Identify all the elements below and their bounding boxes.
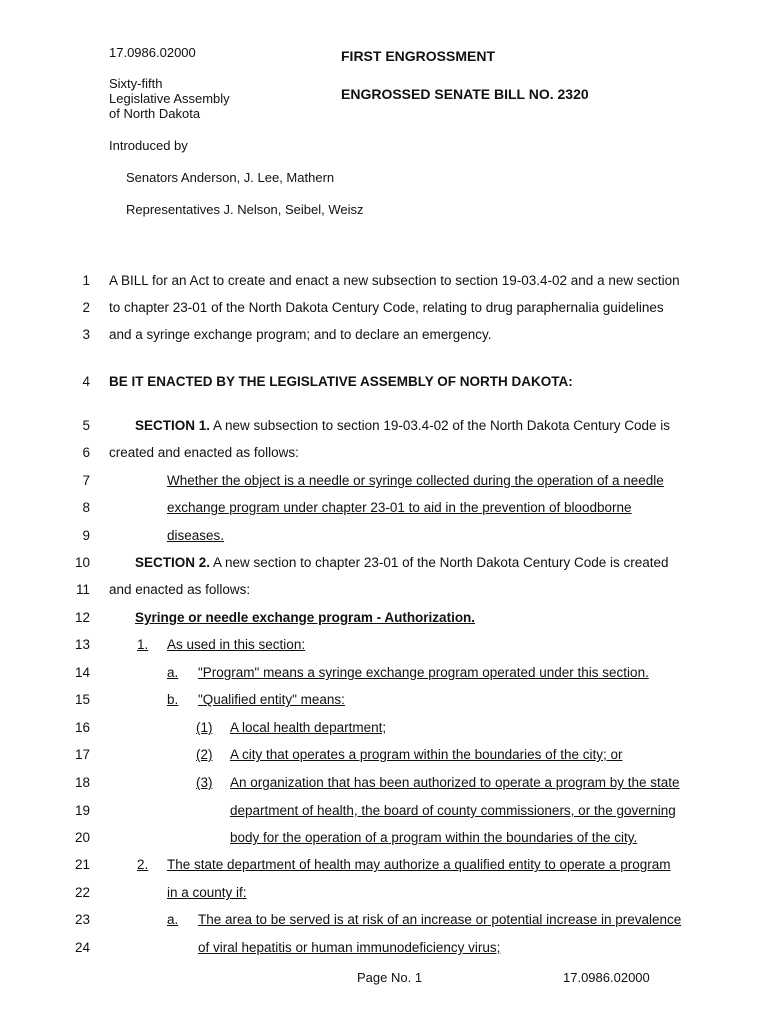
new-text: The state department of health may authorize a qualified entity to operate a program: [167, 857, 671, 872]
line-number: 18: [74, 775, 90, 790]
line-number: 19: [74, 803, 90, 818]
new-text: body for the operation of a program within the boundaries of the city.: [230, 830, 638, 845]
section-label: SECTION 1.: [135, 418, 211, 433]
line-number: 15: [74, 692, 90, 707]
new-text: Whether the object is a needle or syringe collected during the operation of a needle: [167, 473, 664, 488]
line-number: 23: [74, 912, 90, 927]
line-number: 3: [82, 327, 90, 342]
list-marker: a.: [167, 912, 179, 927]
new-text: department of health, the board of county commissioners, or the governing: [230, 803, 676, 818]
section-heading: Syringe or needle exchange program - Authorization.: [135, 610, 476, 625]
line-number: 11: [75, 582, 90, 597]
new-text: of viral hepatitis or human immunodeficiency virus;: [198, 940, 501, 955]
bill-title: ENGROSSED SENATE BILL NO. 2320: [341, 86, 589, 102]
new-text: A local health department;: [230, 720, 387, 735]
new-text: The area to be served is at risk of an increase or potential increase in prevalence: [198, 912, 682, 927]
page-number: Page No. 1: [357, 970, 423, 985]
line-number: 17: [74, 747, 90, 762]
bill-text: and a syringe exchange program; and to declare an emergency.: [109, 327, 492, 342]
line-number: 1: [82, 273, 90, 288]
new-text: "Program" means a syringe exchange program operated under this section.: [198, 665, 649, 680]
new-text: diseases.: [167, 528, 225, 543]
assembly-line: Sixty-fifth: [109, 76, 163, 91]
section-line: [135, 418, 670, 433]
bill-text: A BILL for an Act to create and enact a new subsection to section 19-03.4-02 and a new section: [109, 273, 680, 288]
bill-text: A new subsection to section 19-03.4-02 of the North Dakota Century Code is: [210, 418, 671, 433]
line-number: 16: [74, 720, 90, 735]
enacting-clause: BE IT ENACTED BY THE LEGISLATIVE ASSEMBLY OF NORTH DAKOTA:: [109, 374, 573, 389]
bill-text: created and enacted as follows:: [109, 445, 299, 460]
line-number: 8: [82, 500, 90, 515]
bill-text: to chapter 23-01 of the North Dakota Century Code, relating to drug paraphernalia guidelines: [109, 300, 664, 315]
line-number: 24: [74, 940, 90, 955]
line-number: 4: [82, 374, 90, 389]
line-number: 7: [82, 473, 90, 488]
new-text: in a county if:: [167, 885, 247, 900]
new-text: A city that operates a program within the boundaries of the city; or: [230, 747, 623, 762]
line-number: 9: [82, 528, 90, 543]
senators: Senators Anderson, J. Lee, Mathern: [126, 170, 335, 185]
footer-doc-number: 17.0986.02000: [563, 970, 650, 985]
bill-text: A new section to chapter 23-01 of the North Dakota Century Code is created: [210, 555, 669, 570]
line-number: 5: [82, 418, 90, 433]
introduced-by: Introduced by: [109, 138, 188, 153]
list-marker: 2.: [137, 857, 149, 872]
line-number: 21: [74, 857, 90, 872]
new-text: exchange program under chapter 23-01 to aid in the prevention of bloodborne: [167, 500, 632, 515]
representatives: Representatives J. Nelson, Seibel, Weisz: [126, 202, 364, 217]
line-number: 22: [74, 885, 90, 900]
list-marker: (1): [196, 720, 213, 735]
section-label: SECTION 2.: [135, 555, 211, 570]
line-number: 10: [74, 555, 90, 570]
doc-number: 17.0986.02000: [109, 45, 196, 60]
new-text: "Qualified entity" means:: [198, 692, 345, 707]
line-number: 14: [74, 665, 90, 680]
line-number: 12: [74, 610, 90, 625]
line-number: 2: [82, 300, 90, 315]
list-marker: (3): [196, 775, 213, 790]
line-number: 6: [82, 445, 90, 460]
new-text: As used in this section:: [167, 637, 306, 652]
assembly-block: [109, 76, 230, 121]
new-text: An organization that has been authorized to operate a program by the state: [230, 775, 680, 790]
section-line: [135, 555, 669, 570]
line-number: 20: [74, 830, 90, 845]
list-marker: (2): [196, 747, 213, 762]
list-marker: b.: [167, 692, 179, 707]
assembly-line: Legislative Assembly: [109, 91, 230, 106]
list-marker: a.: [167, 665, 179, 680]
list-marker: 1.: [137, 637, 149, 652]
bill-text: and enacted as follows:: [109, 582, 251, 597]
engrossment-title: FIRST ENGROSSMENT: [341, 48, 496, 64]
assembly-line: of North Dakota: [109, 106, 201, 121]
line-number: 13: [74, 637, 90, 652]
